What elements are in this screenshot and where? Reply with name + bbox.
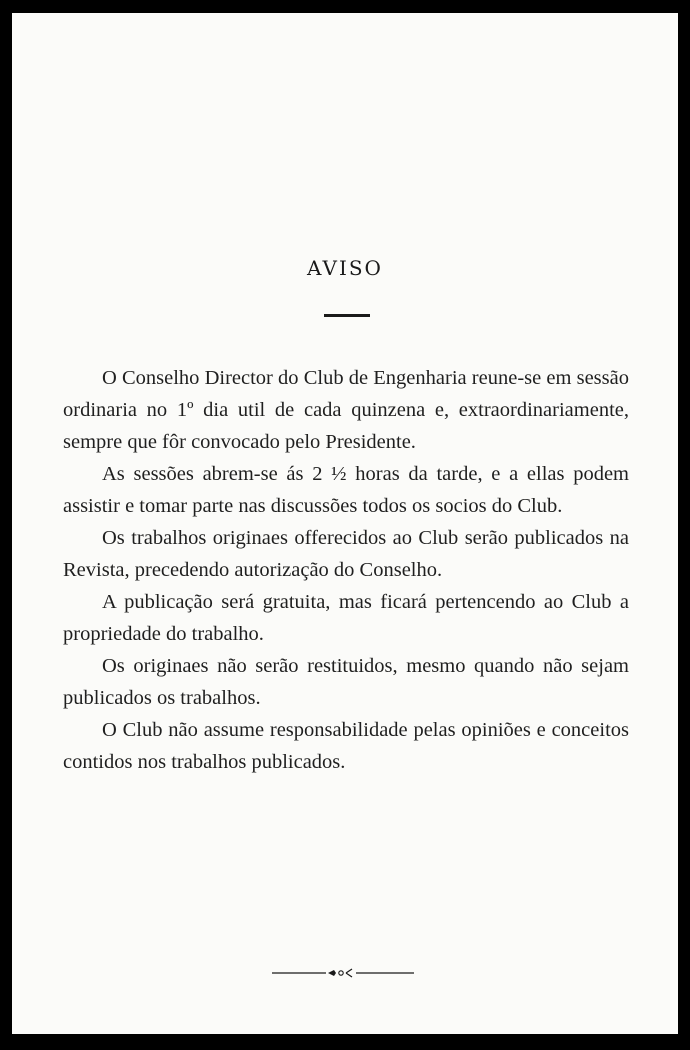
page-title: AVISO	[307, 256, 383, 280]
paragraph-trabalhos: Os trabalhos originaes offerecidos ao Club serão publicados na Revista, precedendo autorização do Conselho.	[63, 527, 629, 581]
paragraph-publicacao: A publicação será gratuita, mas ficará pertencendo ao Club a propriedade do trabalho.	[63, 591, 629, 645]
notice-body	[63, 362, 629, 778]
paragraph-originaes: Os originaes não serão restituidos, mesmo quando não sejam publicados os trabalhos.	[63, 655, 629, 709]
paragraph-sessoes: As sessões abrem-se ás 2 ½ horas da tarde, e a ellas podem assistir e tomar parte nas discussões todos os socios do Club.	[63, 463, 629, 517]
title-divider	[324, 314, 370, 317]
paragraph-conselho: O Conselho Director do Club de Engenharia reune-se em sessão ordinaria no 1º dia util de cada quinzena e, extraordinariamente, sempre que fôr convocado pelo Presidente.	[63, 367, 629, 453]
paragraph-responsabilidade: O Club não assume responsabilidade pelas opiniões e conceitos contidos nos trabalhos publicados.	[63, 719, 629, 773]
ornament-divider	[270, 966, 416, 980]
